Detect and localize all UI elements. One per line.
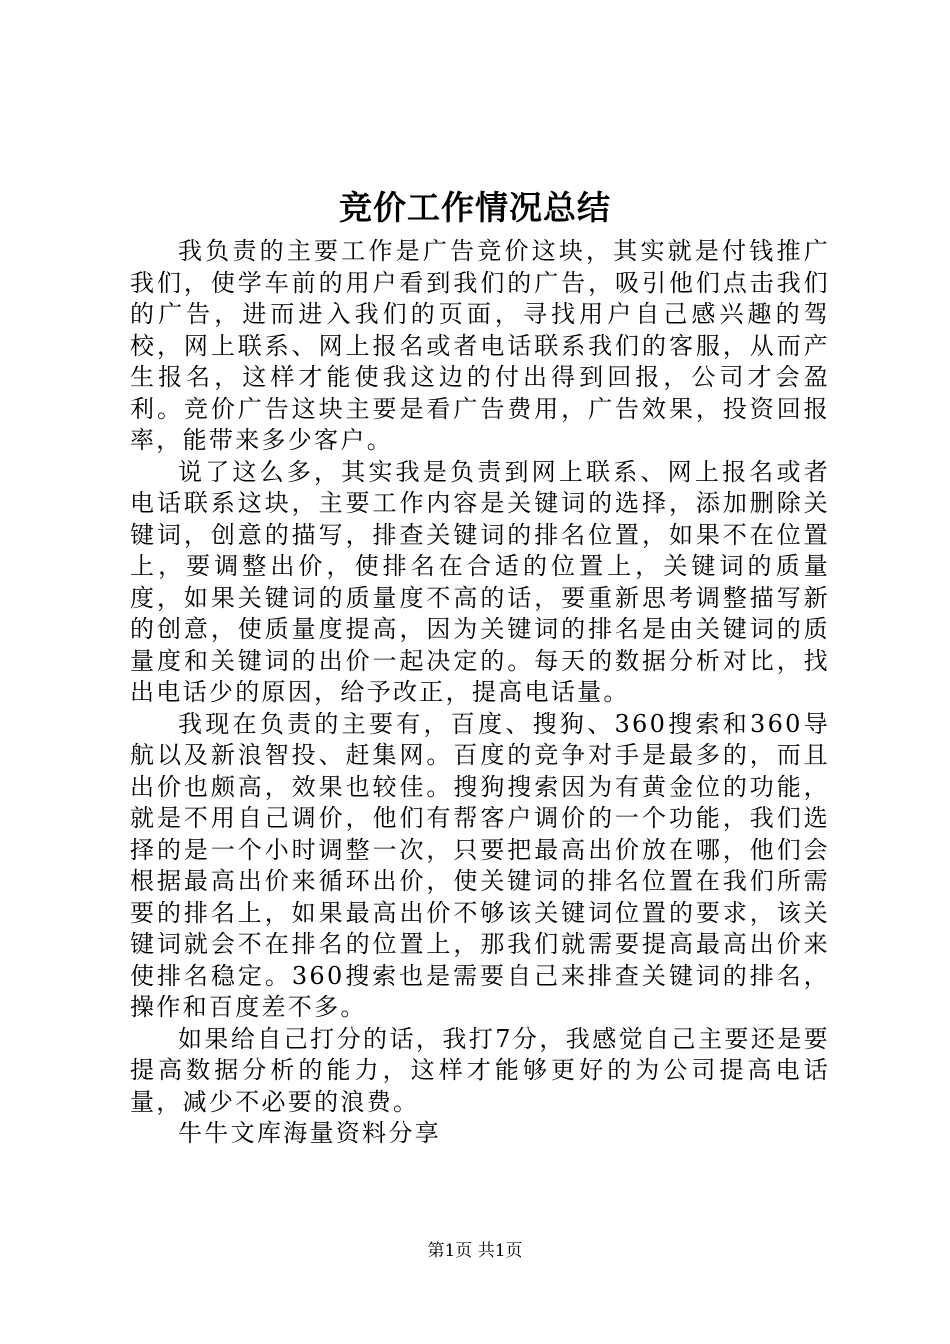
paragraph-1: 我负责的主要工作是广告竞价这块，其实就是付钱推广我们，使学车前的用户看到我们的广告，吸引他们点击我们的广告，进而进入我们的页面，寻找用户自己感兴趣的驾校，网上联系、网上报名或者电话联系我们的客服，从而产生报名，这样才能使我这边的付出得到回报，公司才会盈利。竞价广告这块主要是看广告费用，广告效果，投资回报率，能带来多少客户。 xyxy=(130,237,830,454)
page-number: 第1页 共1页 xyxy=(427,1241,523,1261)
document-body xyxy=(130,236,830,1150)
library-note: 牛牛文库海量资料分享 xyxy=(178,1119,441,1147)
paragraph-4: 如果给自己打分的话，我打7分，我感觉自己主要还是要提高数据分析的能力，这样才能够更好的为公司提高电话量，减少不必要的浪费。 xyxy=(130,1024,830,1116)
paragraph-3: 我现在负责的主要有，百度、搜狗、360搜索和360导航以及新浪智投、赶集网。百度的竞争对手是最多的，而且出价也颇高，效果也较佳。搜狗搜索因为有黄金位的功能，就是不用自己调价，他们有帮客户调价的一个功能，我们选择的是一个小时调整一次，只要把最高出价放在哪，他们会根据最高出价来循环出价，使关键词的排名位置在我们所需要的排名上，如果最高出价不够该关键词位置的要求，该关键词就会不在排名的位置上，那我们就需要提高最高出价来使排名稳定。360搜索也是需要自己来排查关键词的排名，操作和百度差不多。 xyxy=(130,709,830,1021)
paragraph-2: 说了这么多，其实我是负责到网上联系、网上报名或者电话联系这块，主要工作内容是关键词的选择，添加删除关键词，创意的描写，排查关键词的排名位置，如果不在位置上，要调整出价，使排名在合适的位置上，关键词的质量度，如果关键词的质量度不高的话，要重新思考调整描写新的创意，使质量度提高，因为关键词的排名是由关键词的质量度和关键词的出价一起决定的。每天的数据分析对比，找出电话少的原因，给予改正，提高电话量。 xyxy=(130,457,830,706)
document-title: 竞价工作情况总结 xyxy=(339,188,611,227)
